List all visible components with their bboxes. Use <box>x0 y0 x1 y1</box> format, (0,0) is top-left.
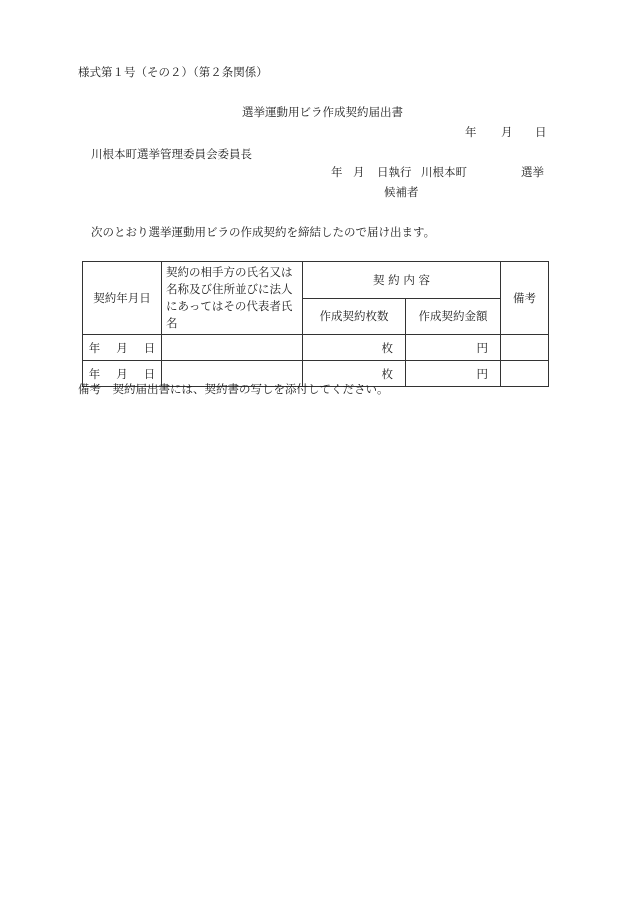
intro-text: 次のとおり選挙運動用ビラの作成契約を締結したので届け出ます。 <box>91 225 436 239</box>
row-year-label: 年 <box>88 340 101 355</box>
header-sheet-count: 作成契約枚数 <box>303 298 406 335</box>
row-amount-cell[interactable]: 円 <box>406 361 501 387</box>
header-contract-date: 契約年月日 <box>83 262 162 335</box>
table-row <box>83 335 549 361</box>
header-contract-party: 契約の相手方の氏名又は名称及び住所並びに法人にあってはその代表者氏名 <box>162 262 303 335</box>
election-execution-label: 日執行 <box>377 165 412 179</box>
header-remarks: 備考 <box>501 262 549 335</box>
addressee: 川根本町選挙管理委員会委員長 <box>91 147 252 161</box>
row-sheets-cell[interactable]: 枚 <box>303 335 406 361</box>
row-month-label: 月 <box>116 340 128 355</box>
row-remarks-cell[interactable] <box>501 335 549 361</box>
row-contract-date <box>83 335 162 361</box>
row-month-label: 月 <box>116 366 128 381</box>
row-amount-cell[interactable]: 円 <box>406 335 501 361</box>
form-identifier: 様式第１号（その２）（第２条関係） <box>78 65 268 79</box>
remark-note: 備考 契約届出書には、契約書の写しを添付してください。 <box>78 382 389 396</box>
row-year-label: 年 <box>88 366 101 381</box>
election-word-label: 選挙 <box>521 165 544 179</box>
row-party-cell[interactable] <box>162 335 303 361</box>
header-contract-amount: 作成契約金額 <box>406 298 501 335</box>
header-contract-contents: 契 約 内 容 <box>303 262 501 299</box>
row-sheets-cell[interactable]: 枚 <box>303 361 406 387</box>
date-month-label: 月 <box>501 125 513 139</box>
row-day-label: 日 <box>143 366 156 381</box>
row-day-label: 日 <box>143 340 156 355</box>
election-town-label: 川根本町 <box>421 165 467 179</box>
election-year-label: 年 <box>331 165 343 179</box>
date-year-label: 年 <box>465 125 477 139</box>
contract-table <box>82 261 549 387</box>
date-day-label: 日 <box>535 125 547 139</box>
row-remarks-cell[interactable] <box>501 361 549 387</box>
election-month-label: 月 <box>353 165 365 179</box>
document-title: 選挙運動用ビラ作成契約届出書 <box>242 105 403 119</box>
candidate-label: 候補者 <box>384 185 419 199</box>
